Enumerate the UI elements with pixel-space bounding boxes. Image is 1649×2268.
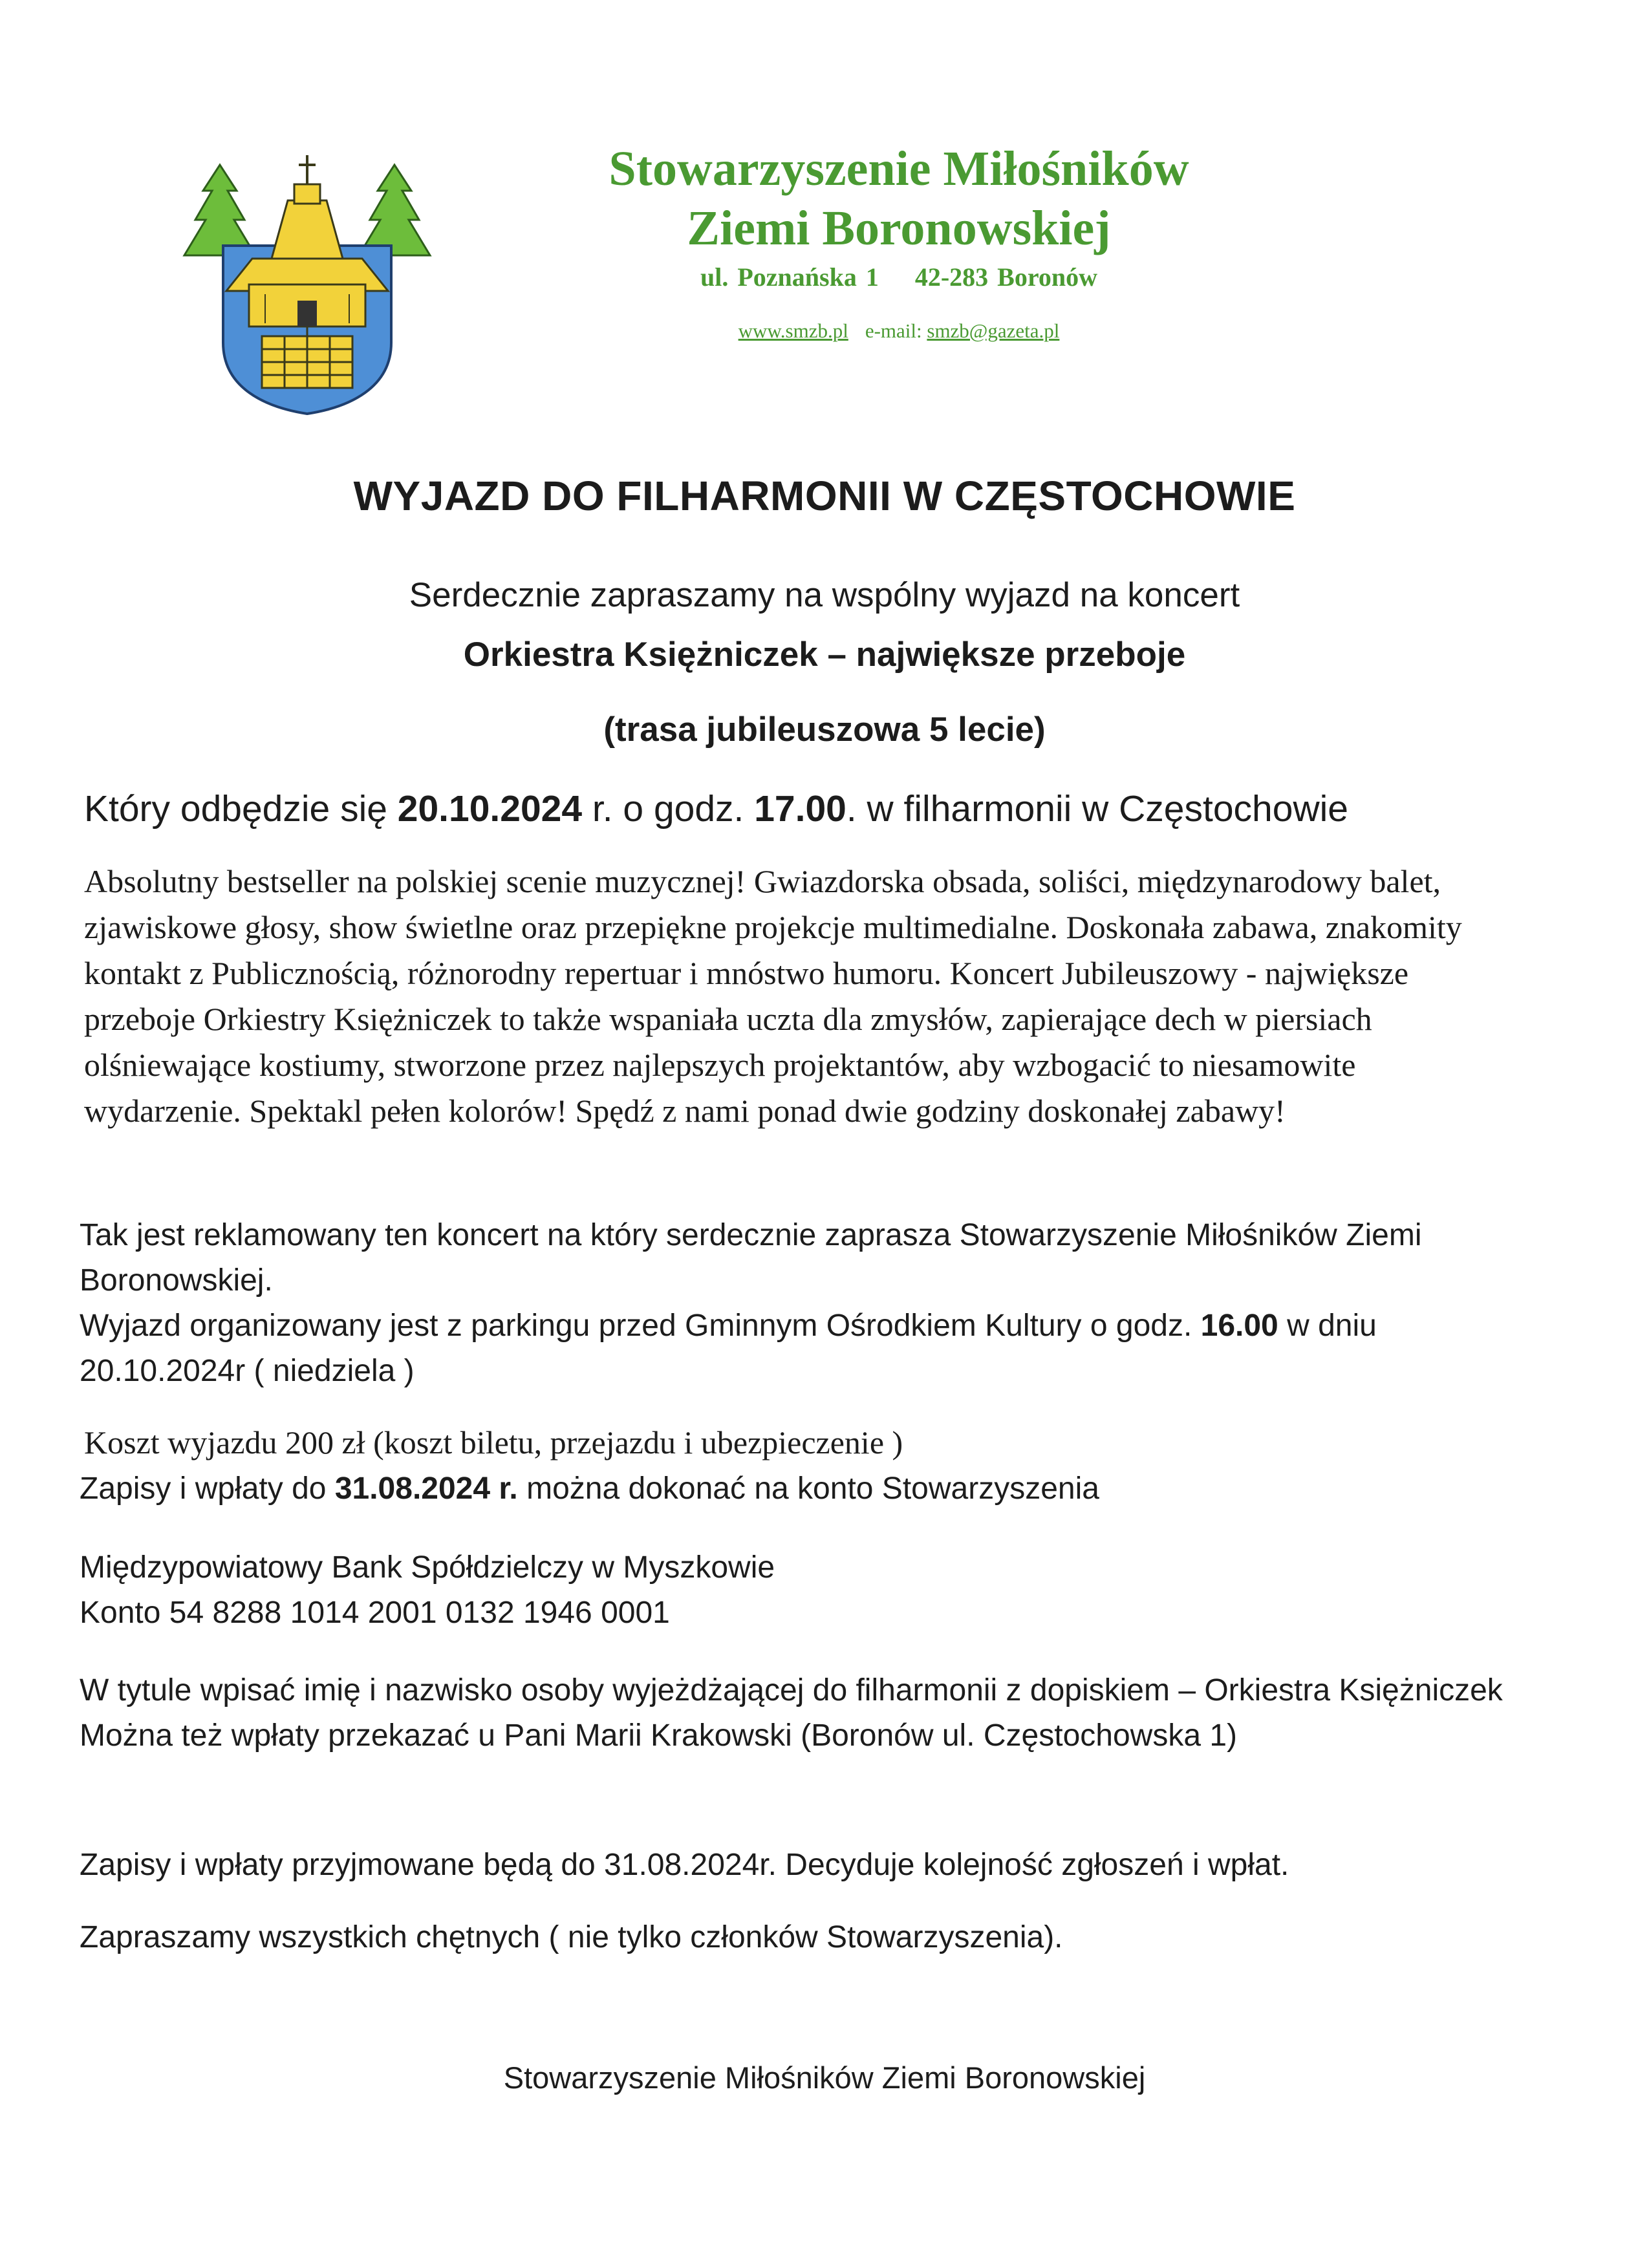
organization-contact [453,319,1345,343]
event-time: 17.00 [754,788,846,829]
email-label: e-mail: [865,319,922,342]
organization-address [453,262,1345,292]
organization-header [453,139,1345,343]
signup-suffix: można dokonać na konto Stowarzyszenia [517,1471,1099,1506]
email-link[interactable]: smzb@gazeta.pl [927,319,1060,342]
street-address: ul. Poznańska 1 [700,262,879,292]
departure-prefix: Wyjazd organizowany jest z parkingu przed Gminnym Ośrodkiem Kultury o godz. [80,1309,1201,1343]
organization-name-line-2: Ziemi Boronowskiej [687,201,1111,255]
departure-paragraph [80,1303,1528,1394]
bank-name: Międzypowiatowy Bank Spółdzielczy w Myszkowie [80,1550,775,1585]
organization-name-line-1: Stowarzyszenie Miłośników [609,142,1189,196]
page-title: WYJAZD DO FILHARMONII W CZĘSTOCHOWIE [353,473,1296,519]
promo-paragraph: Tak jest reklamowany ten koncert na który serdecznie zaprasza Stowarzyszenie Miłośników Ziemi Boronowskiej. [80,1218,1422,1298]
transfer-instructions [80,1668,1528,1759]
website-link[interactable]: www.smzb.pl [738,319,848,342]
concert-description: Absolutny bestseller na polskiej scenie muzycznej! Gwiazdorska obsada, soliści, międzynarodowy balet, zjawiskowe głosy, show świetlne oraz przepiękne projekcje multimedialne. Doskonała zabawa, znakomity kontakt z Publicznością, różnorodny repertuar i mnóstwo humoru. Koncert Jubileuszowy - największe przeboje Orkiestry Księżniczek to także wspaniała uczta dla zmysłów, zapierające dech w piersiach olśniewające kostiumy, stworzone przez najlepszych projektantów, aby wzbogacić to niesamowite wydarzenie. Spektakl pełen kolorów! Spędź z nami ponad dwie godziny doskonałej zabawy! [84,863,1462,1129]
signature: Stowarzyszenie Miłośników Ziemi Boronowskiej [503,2060,1146,2095]
trip-cost: Koszt wyjazdu 200 zł (koszt biletu, przejazdu i ubezpieczenie ) [84,1424,903,1460]
postal-city: 42-283 Boronów [914,262,1098,292]
transfer-alternative: Można też wpłaty przekazać u Pani Marii Krakowski (Boronów ul. Częstochowska 1) [80,1718,1238,1753]
departure-suffix: w dniu 20.10.2024r ( niedziela ) [80,1309,1377,1388]
invitation-text: Serdecznie zapraszamy na wspólny wyjazd na koncert [409,576,1240,614]
bank-account: Konto 54 8288 1014 2001 0132 1946 0001 [80,1596,670,1630]
date-suffix: . w filharmonii w Częstochowie [846,788,1348,829]
event-date-line [84,787,1348,830]
deadline-note: Zapisy i wpłaty przyjmowane będą do 31.08.2024r. Decyduje kolejność zgłoszeń i wpłat. [80,1848,1289,1882]
transfer-title-note: W tytule wpisać imię i nazwisko osoby wyjeżdżającej do filharmonii z dopiskiem – Orkiestra Księżniczek [80,1673,1503,1707]
signup-deadline: 31.08.2024 r. [334,1471,518,1506]
closing-invitation: Zapraszamy wszystkich chętnych ( nie tylko członków Stowarzyszenia). [80,1920,1063,1954]
departure-time: 16.00 [1200,1309,1278,1343]
date-prefix: Który odbędzie się [84,788,398,829]
concert-name: Orkiestra Księżniczek – największe przeboje [463,636,1186,674]
date-middle: r. o godz. [582,788,755,829]
bank-details [80,1545,1528,1636]
tour-subtitle: (trasa jubileuszowa 5 lecie) [603,711,1046,749]
signup-prefix: Zapisy i wpłaty do [80,1471,335,1506]
signup-paragraph [80,1466,1528,1512]
event-date: 20.10.2024 [397,788,583,829]
coat-of-arms-logo [162,129,453,420]
